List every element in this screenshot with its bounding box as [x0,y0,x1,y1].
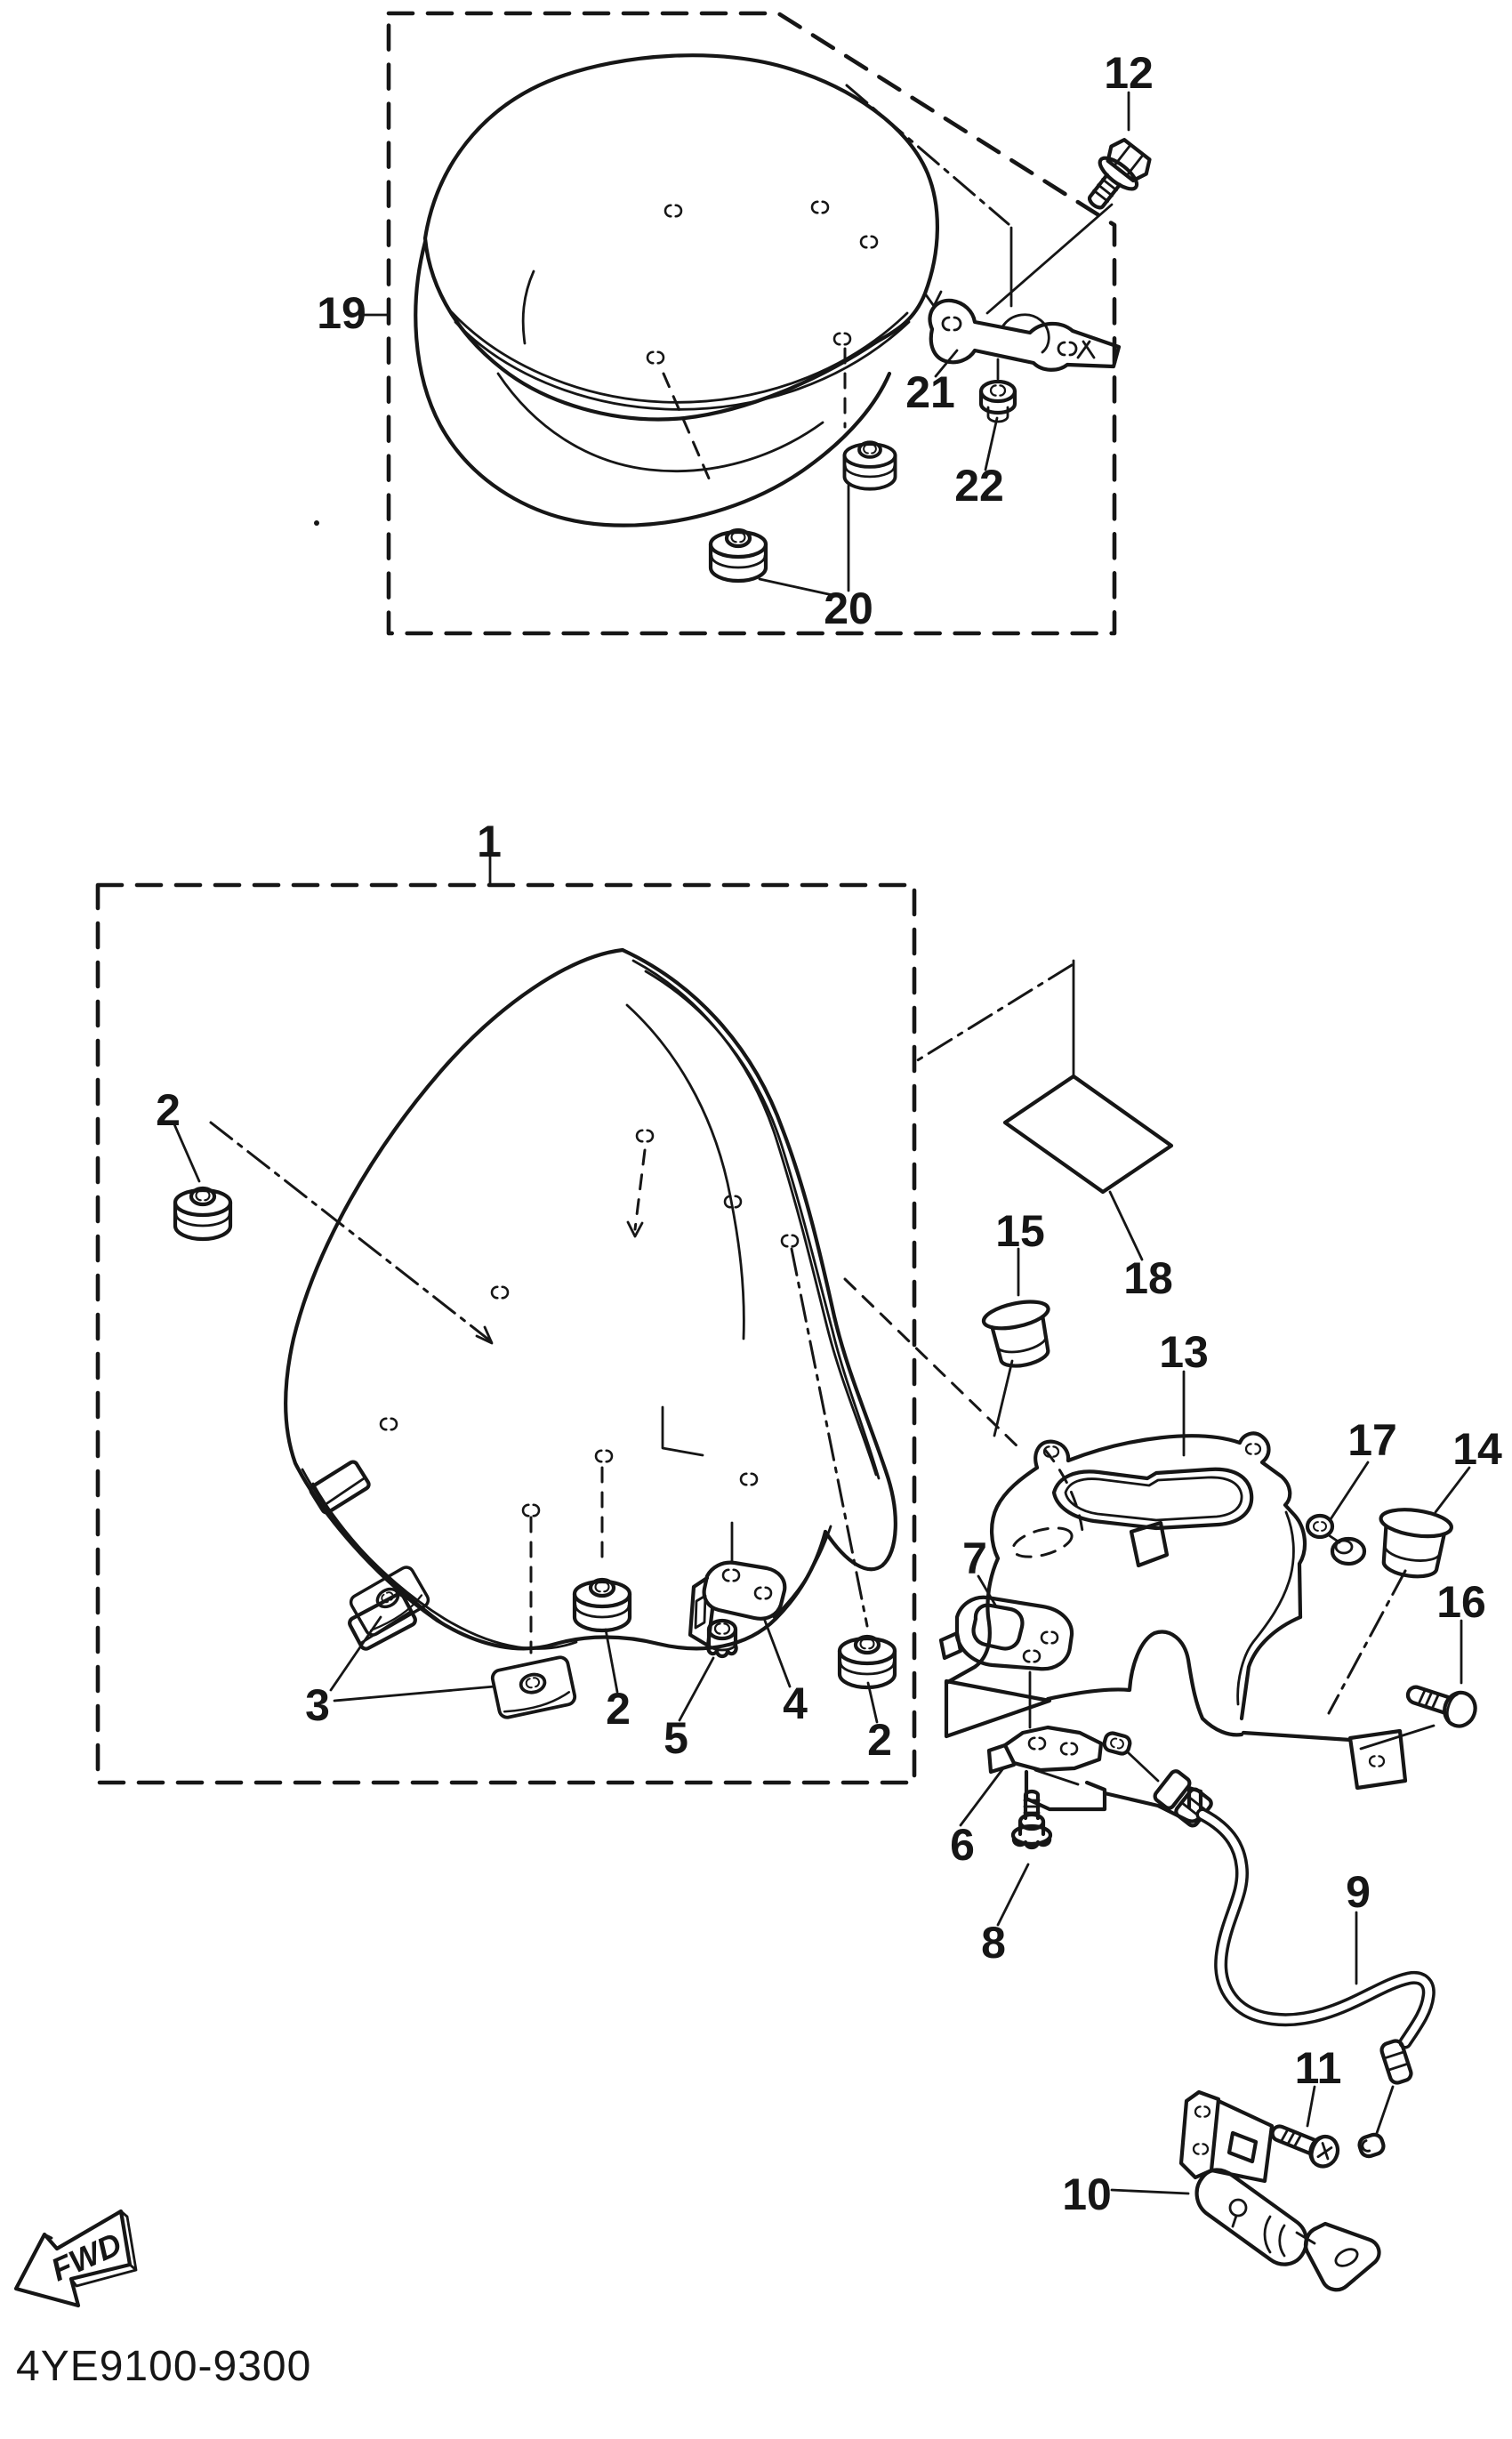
flange-bolt-16 [1403,1677,1480,1730]
callout-18: 18 [1123,1253,1173,1303]
main-seat [286,950,896,1651]
callouts [156,48,1502,2219]
rubber-plug-14 [1373,1506,1453,1581]
callout-11: 11 [1294,2043,1342,2093]
callout-14: 14 [1452,1424,1502,1474]
callout-10: 10 [1062,2169,1112,2219]
lock-cable-9 [1103,1732,1428,2159]
trim-panel-18 [916,961,1171,1192]
damper-2-mid [575,1580,630,1630]
pillion-seat [415,55,937,525]
fwd-arrow [16,2211,136,2306]
striker-plate-7 [941,1598,1072,1670]
clip-nut-3-right [491,1656,576,1719]
callout-20: 20 [824,584,873,633]
damper-20-right [844,442,895,488]
callout-16: 16 [1436,1577,1486,1627]
callout-21: 21 [905,367,955,417]
callout-5: 5 [664,1713,688,1763]
callout-17: 17 [1347,1415,1397,1465]
part-code: 4YE9100-9300 [16,2343,312,2390]
flange-nut-22 [981,382,1015,422]
callout-19: 19 [317,288,366,338]
callout-2c: 2 [867,1715,892,1765]
rubber-plug-15 [981,1297,1058,1372]
screw-17 [1307,1516,1364,1564]
damper-2-left [175,1188,230,1239]
callout-9: 9 [1346,1867,1371,1917]
leader-lines [174,93,1469,2193]
damper-20-left [711,530,766,581]
callout-8: 8 [981,1918,1006,1968]
screw-11 [1267,2117,1342,2170]
callout-3: 3 [305,1680,330,1730]
callout-13: 13 [1159,1327,1209,1377]
callout-22: 22 [954,461,1004,511]
hinge-bracket-21 [929,301,1119,370]
flange-bolt-8 [1013,1791,1050,1847]
callout-2b: 2 [606,1684,631,1734]
callout-12: 12 [1104,48,1154,98]
callout-7: 7 [962,1533,987,1583]
collar-bolt-5 [708,1621,736,1656]
callout-15: 15 [995,1206,1045,1256]
callout-4: 4 [783,1678,808,1728]
fwd-label: FWD [45,2225,127,2289]
callout-1: 1 [477,817,502,866]
callout-6: 6 [950,1820,975,1870]
callout-2a: 2 [156,1085,181,1135]
damper-2-right [840,1637,895,1687]
lock-assembly-10 [1181,2092,1379,2290]
